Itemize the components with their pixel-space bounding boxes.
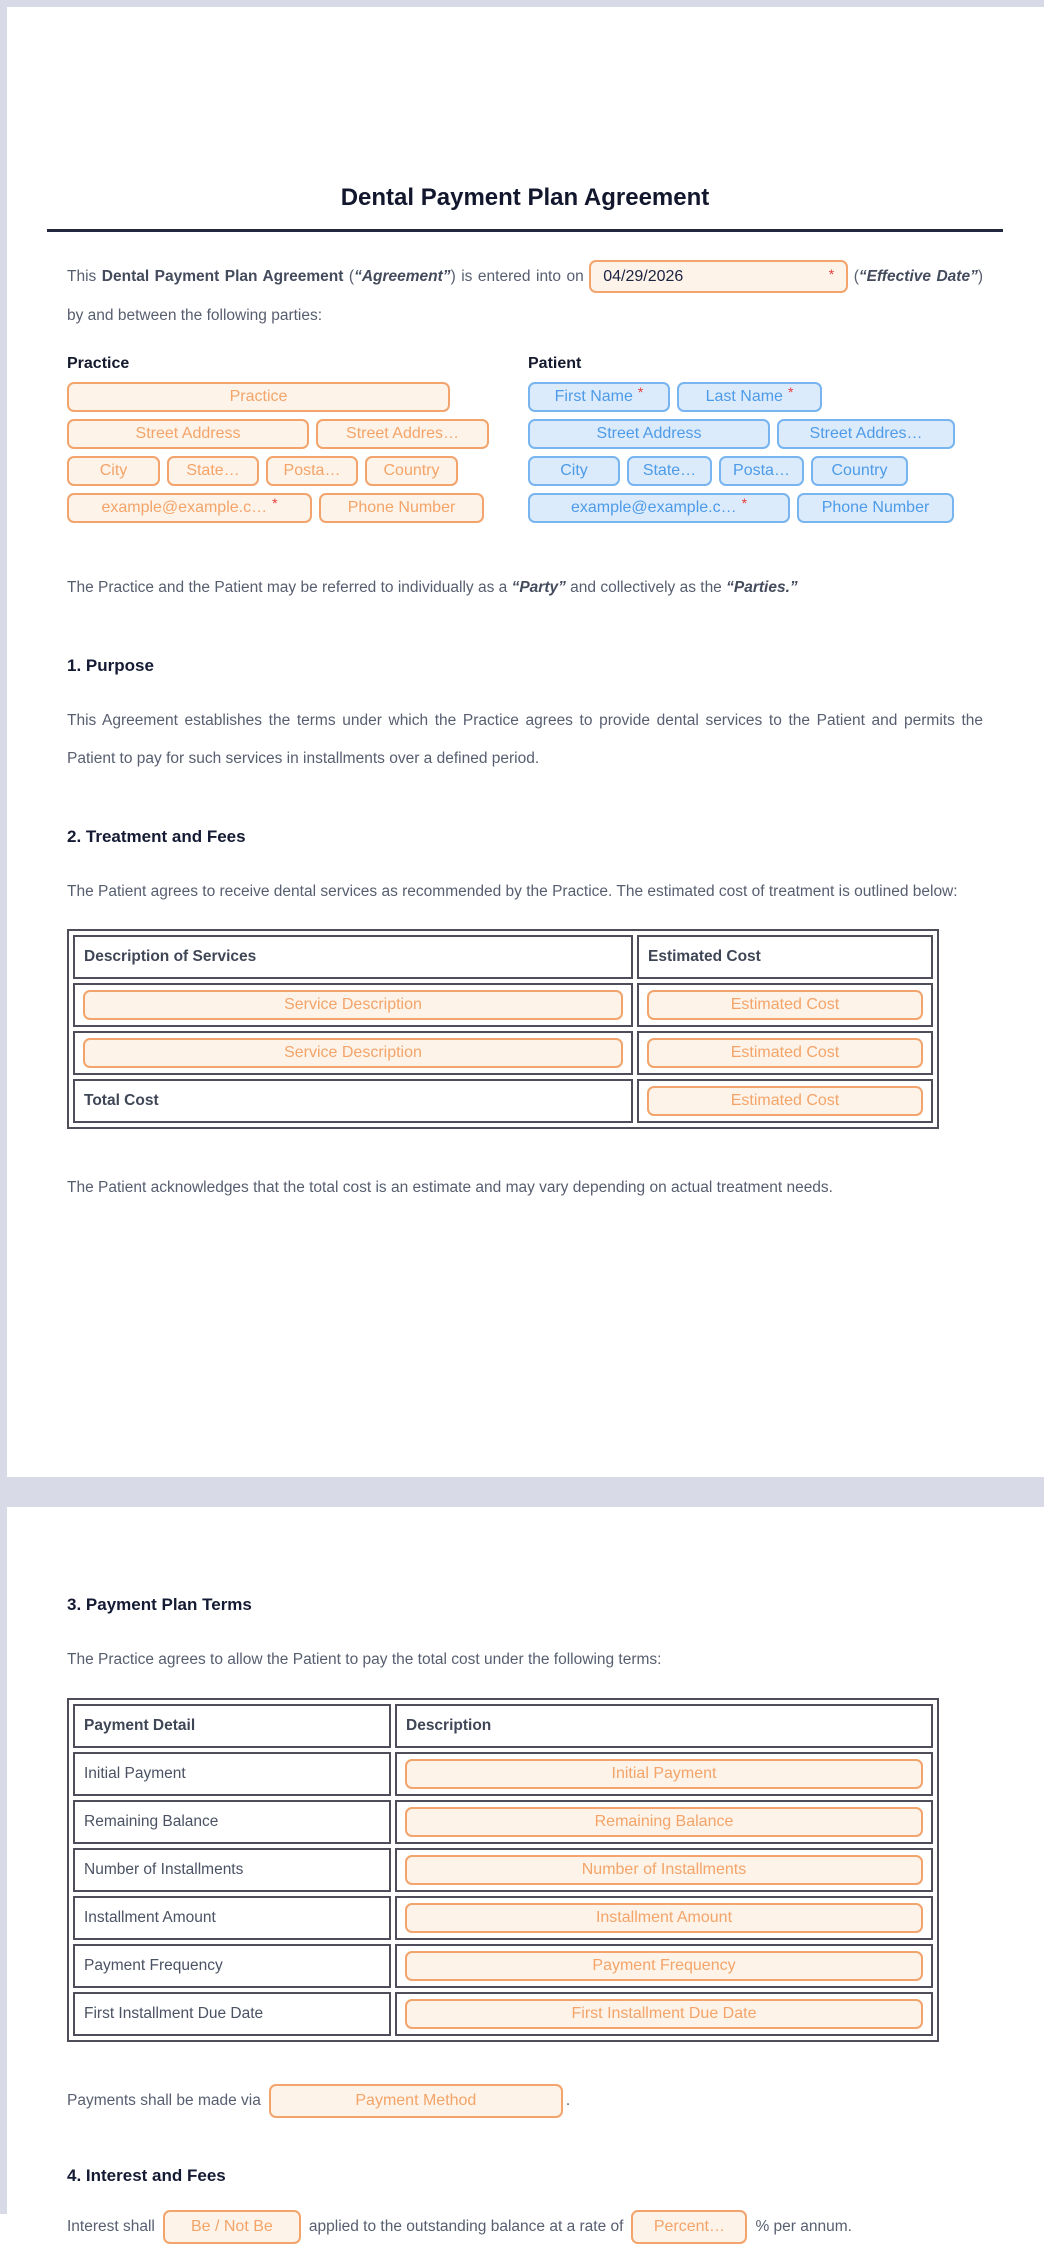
practice-street-address2-input[interactable]: [316, 419, 489, 449]
placeholder: Phone Number: [347, 499, 456, 516]
placeholder: Street Addres…: [346, 425, 459, 442]
patient-label: Patient: [528, 355, 582, 372]
row-label: Remaining Balance: [73, 1800, 391, 1844]
service-description-input-1[interactable]: [83, 990, 623, 1020]
required-asterisk: *: [741, 495, 748, 511]
row-label: Installment Amount: [73, 1896, 391, 1940]
placeholder: Posta…: [283, 462, 341, 479]
placeholder: City: [99, 462, 128, 479]
section-4-heading: 4. Interest and Fees: [67, 2165, 226, 2185]
service-description-input-2[interactable]: [83, 1038, 623, 1068]
required-asterisk: *: [787, 384, 794, 400]
remaining-balance-input[interactable]: [405, 1807, 923, 1837]
row-label: Number of Installments: [73, 1848, 391, 1892]
placeholder: Posta…: [733, 462, 790, 479]
interest-sentence: [67, 2210, 983, 2244]
patient-email-input[interactable]: [528, 493, 790, 523]
placeholder: Remaining Balance: [594, 1812, 734, 1830]
placeholder: Estimated Cost: [730, 1092, 840, 1109]
placeholder: Estimated Cost: [730, 1044, 840, 1061]
party-term: “Party”: [511, 579, 566, 596]
placeholder: Payment Frequency: [592, 1956, 736, 1974]
practice-name-input[interactable]: [67, 382, 450, 412]
placeholder: City: [560, 462, 588, 479]
patient-city-input[interactable]: [528, 456, 620, 486]
section-2-body: The Patient agrees to receive dental services as recommended by the Practice. The estimated cost of treatment is outlined below:: [67, 882, 958, 900]
required-asterisk: *: [828, 265, 835, 282]
placeholder: Last Name: [705, 388, 783, 405]
practice-phone-input[interactable]: [319, 493, 484, 523]
total-cost-label: Total Cost: [73, 1079, 633, 1123]
placeholder: Number of Installments: [581, 1860, 747, 1878]
initial-payment-input[interactable]: [405, 1759, 923, 1789]
practice-state-input[interactable]: [167, 456, 259, 486]
placeholder: Street Addres…: [809, 425, 923, 442]
text-segment: ) is entered into on: [450, 268, 590, 285]
total-cost-input[interactable]: [647, 1086, 923, 1116]
page-2: [7, 1507, 1044, 2235]
patient-street-address2-input[interactable]: [777, 419, 955, 449]
effective-date-value: 04/29/2026: [603, 267, 684, 285]
section-1-body: This Agreement establishes the terms under which the Practice agrees to provide dental services to the Patient and permits the Patient to pay for such services in installments over a defined period.: [67, 711, 983, 767]
patient-state-input[interactable]: [627, 456, 712, 486]
practice-country-input[interactable]: [365, 456, 458, 486]
placeholder: State…: [642, 462, 697, 479]
text-segment: (: [848, 268, 859, 285]
row-label: Initial Payment: [73, 1752, 391, 1796]
patient-fields-group: [528, 355, 983, 523]
patient-country-input[interactable]: [811, 456, 908, 486]
placeholder: example@example.c…: [101, 499, 268, 516]
practice-email-input[interactable]: [67, 493, 312, 523]
placeholder: Phone Number: [821, 499, 930, 516]
text-segment: The Practice and the Patient may be referred to individually as a: [67, 579, 512, 596]
placeholder: Practice: [229, 388, 288, 405]
treatment-cost-table: [67, 929, 939, 1129]
text-segment: Interest shall: [67, 2217, 155, 2235]
number-of-installments-input[interactable]: [405, 1855, 923, 1885]
effective-date-input[interactable]: [589, 260, 848, 293]
patient-street-address-input[interactable]: [528, 419, 770, 449]
document-title: Dental Payment Plan Agreement: [340, 184, 710, 211]
parties-term: “Parties.”: [726, 579, 798, 596]
first-installment-due-date-input[interactable]: [405, 1999, 923, 2029]
section-3-body: The Practice agrees to allow the Patient to pay the total cost under the following terms:: [67, 1651, 662, 1668]
placeholder: Installment Amount: [595, 1908, 733, 1926]
text-segment: (: [343, 268, 355, 285]
effective-date-term: “Effective Date”: [858, 268, 978, 285]
placeholder: First Installment Due Date: [571, 2004, 757, 2022]
placeholder: Service Description: [284, 1044, 422, 1061]
placeholder: First Name: [554, 388, 633, 405]
placeholder: Estimated Cost: [730, 996, 840, 1013]
placeholder: State…: [186, 462, 240, 479]
placeholder: Street Address: [596, 425, 702, 442]
practice-label: Practice: [67, 355, 130, 372]
practice-postal-input[interactable]: [266, 456, 358, 486]
practice-fields-group: [67, 355, 489, 523]
text-segment: % per annum.: [755, 2217, 852, 2235]
placeholder: Country: [383, 462, 440, 479]
payment-method-input[interactable]: [269, 2084, 563, 2118]
row-label: Payment Frequency: [73, 1944, 391, 1988]
text-segment: Payments shall be made via: [67, 2091, 261, 2109]
title-divider: [47, 229, 1003, 232]
text-segment: applied to the outstanding balance at a rate of: [308, 2217, 624, 2235]
text-segment: ) by and between the following parties:: [67, 268, 984, 324]
table-header-description: Description: [395, 1704, 933, 1748]
text-segment: and collectively as the: [565, 579, 727, 596]
patient-phone-input[interactable]: [797, 493, 954, 523]
section-2-note: The Patient acknowledges that the total cost is an estimate and may vary depending on actual treatment needs.: [67, 1179, 833, 1196]
patient-last-name-input[interactable]: [677, 382, 822, 412]
placeholder: Service Description: [284, 996, 422, 1013]
text-segment: This: [67, 268, 102, 285]
estimated-cost-input-2[interactable]: [647, 1038, 923, 1068]
section-3-heading: 3. Payment Plan Terms: [67, 1595, 252, 1614]
section-2-heading: 2. Treatment and Fees: [67, 826, 246, 846]
party-definition-paragraph: [67, 569, 983, 608]
placeholder: Be / Not Be: [190, 2217, 273, 2235]
row-label: First Installment Due Date: [73, 1992, 391, 2036]
placeholder: Percent…: [653, 2217, 725, 2235]
payment-plan-table: [67, 1698, 939, 2042]
agreement-name-bold: Dental Payment Plan Agreement: [101, 268, 344, 285]
placeholder: Country: [831, 462, 888, 479]
practice-street-address-input[interactable]: [67, 419, 309, 449]
placeholder: example@example.c…: [570, 499, 737, 516]
section-1-heading: 1. Purpose: [67, 655, 154, 675]
intro-paragraph: [67, 258, 983, 335]
practice-city-input[interactable]: [67, 456, 160, 486]
interest-rate-input[interactable]: [631, 2210, 747, 2244]
placeholder: Initial Payment: [611, 1764, 717, 1782]
table-header-cost: Estimated Cost: [637, 935, 933, 979]
payment-frequency-input[interactable]: [405, 1951, 923, 1981]
text-segment: .: [565, 2091, 571, 2109]
required-asterisk: *: [272, 495, 278, 511]
table-header-payment-detail: Payment Detail: [73, 1704, 391, 1748]
required-asterisk: *: [637, 384, 644, 400]
interest-toggle-input[interactable]: [163, 2210, 301, 2244]
agreement-term: “Agreement”: [354, 268, 451, 285]
placeholder: Payment Method: [355, 2091, 477, 2109]
page-1: [7, 7, 1044, 1477]
parties-section: [67, 355, 983, 523]
patient-first-name-input[interactable]: [528, 382, 670, 412]
patient-postal-input[interactable]: [719, 456, 804, 486]
payment-method-sentence: [67, 2084, 983, 2118]
placeholder: Street Address: [135, 425, 241, 442]
table-header-description: Description of Services: [73, 935, 633, 979]
installment-amount-input[interactable]: [405, 1903, 923, 1933]
estimated-cost-input-1[interactable]: [647, 990, 923, 1020]
